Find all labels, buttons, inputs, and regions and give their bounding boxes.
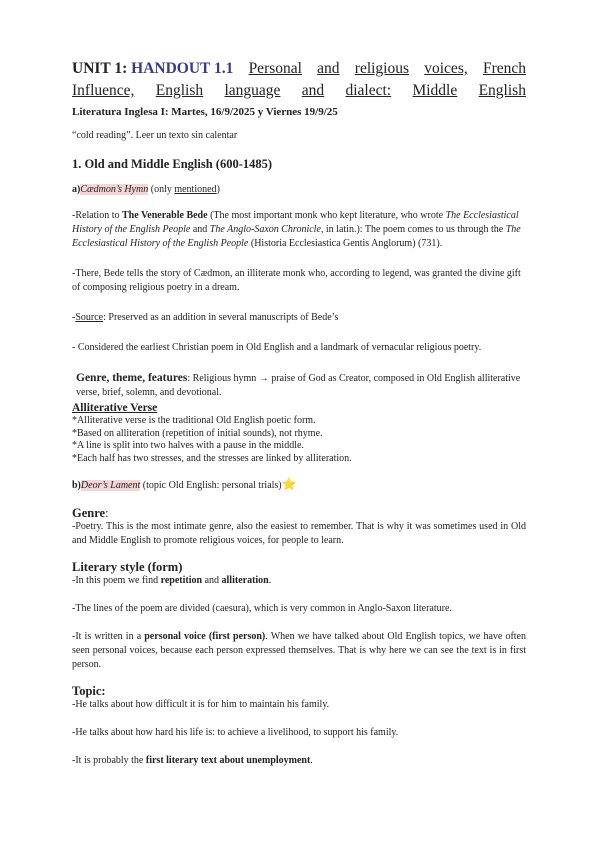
title-word: voices, — [424, 60, 468, 77]
title-word: language — [224, 82, 281, 99]
text-span: (only — [148, 184, 175, 195]
title-word: English — [155, 82, 204, 99]
handout-page — [72, 58, 526, 768]
text-span: (topic Old English: personal trials) — [140, 480, 282, 491]
handout-label: HANDOUT 1.1 — [131, 60, 234, 77]
text-span: and — [190, 224, 210, 235]
list-item: *Alliterative verse is the traditional Old English poetic form. — [72, 415, 316, 426]
caedmon-story-paragraph: -There, Bede tells the story of Cædmon, an illiterate monk who, according to legend, was granted the divine gift of composing religious poetry in a dream. — [72, 268, 521, 293]
unit-label: UNIT 1: — [72, 60, 128, 77]
text-span: : — [105, 506, 109, 520]
text-span: - — [72, 312, 76, 323]
title-word: English — [478, 82, 526, 99]
title-line-1 — [72, 58, 526, 80]
text-span: Genre — [72, 506, 106, 520]
work-title: Cædmon’s Hymn — [80, 184, 149, 195]
text-span: (Historia Ecclesiastica Gentis Anglorum) (731). — [248, 238, 443, 249]
text-span: mentioned — [174, 184, 217, 195]
text-span: personal voice (first person) — [144, 631, 266, 642]
text-span: . — [268, 575, 272, 586]
list-item: *Each half has two stresses, and the stresses are linked by alliteration. — [72, 452, 352, 464]
topic-heading: Topic: — [72, 684, 106, 698]
list-item: *Based on alliteration (repetition of initial sounds), not rhyme. — [72, 427, 323, 439]
title-line-2 — [72, 80, 526, 102]
section-heading: 1. Old and Middle English (600-1485) — [72, 157, 273, 171]
genre-heading — [72, 506, 526, 520]
course-line: Literatura Inglesa I: Martes, 16/9/2025 y Viernes 19/9/25 — [72, 106, 338, 118]
text-span: repetition — [160, 575, 203, 586]
text-span: Genre, theme, features — [76, 372, 188, 384]
text-span: , in latin.): The poem comes to us through the — [320, 224, 506, 235]
text-span: The Ecclesiastical History of the English People — [72, 210, 519, 235]
earliest-poem-paragraph: - Considered the earliest Christian poem in Old English and a landmark of vernacular religious poetry. — [72, 342, 482, 353]
star-icon: ⭐ — [281, 477, 297, 491]
text-span: and — [202, 575, 222, 586]
unit-handout — [72, 58, 233, 80]
genre-paragraph: -Poetry. This is the most intimate genre, also the easiest to remember. That is why it was sometimes used in Old and Middle English to promote religious voices, for people to learn. — [72, 521, 526, 546]
subsection-a-heading — [72, 183, 526, 197]
source-paragraph — [72, 311, 526, 325]
subsection-b-heading — [72, 477, 526, 493]
text-span: Source — [75, 312, 104, 323]
bede-paragraph — [72, 209, 526, 251]
literary-style-heading: Literary style (form) — [72, 560, 183, 574]
cold-reading-note: “cold reading”. Leer un texto sin calentar — [72, 130, 238, 141]
style-line-1 — [72, 574, 526, 588]
text-span: -Relation to — [72, 210, 122, 221]
item-prefix: b) — [72, 480, 81, 491]
text-span: The Ecclesiastical History of the English People — [72, 224, 521, 249]
topic-line-1: -He talks about how difficult it is for him to maintain his family. — [72, 699, 330, 710]
title-word: Middle — [412, 82, 458, 99]
text-span: -In this poem we find — [72, 575, 161, 586]
title-word: Personal — [248, 60, 302, 77]
title-word: religious — [354, 60, 410, 77]
title-word: and — [317, 60, 340, 77]
text-span: alliteration — [221, 575, 269, 586]
work-title: Deor’s Lament — [80, 480, 141, 491]
text-span: -It is written in a — [72, 631, 145, 642]
alliterative-verse-heading: Alliterative Verse — [72, 402, 158, 414]
text-span: : Religious hymn → praise of God as Creator, composed in Old English alliterative verse, brief, solemn, and devotional. — [76, 373, 521, 398]
text-span: -It is probably the — [72, 755, 146, 766]
text-span: (The most important monk who kept literature, who wrote — [207, 210, 446, 221]
style-line-3 — [72, 630, 526, 672]
text-span: The Venerable Bede — [122, 210, 208, 221]
text-span: first literary text about unemployment — [145, 755, 311, 766]
topic-line-2: -He talks about how hard his life is: to achieve a livelihood, to support his family. — [72, 727, 399, 738]
genre-theme-paragraph — [72, 371, 526, 400]
text-span: : Preserved as an addition in several manuscripts of Bede’s — [103, 312, 339, 323]
list-item: *A line is split into two halves with a pause in the middle. — [72, 440, 304, 451]
style-line-2: -The lines of the poem are divided (caesura), which is very common in Anglo-Saxon literature. — [72, 603, 452, 614]
title-word: Influence, — [72, 82, 135, 99]
text-span: ) — [216, 184, 220, 195]
title-word: and — [301, 82, 325, 99]
topic-line-3 — [72, 754, 526, 768]
item-prefix: a) — [72, 184, 81, 195]
title-word: dialect: — [345, 82, 392, 99]
text-span: . When we have talked about Old English topics, we have often seen personal voices, because each person expressed themselves. That is why here we can see the text is in first person. — [72, 631, 526, 670]
title-word: French — [482, 60, 526, 77]
text-span: The Anglo-Saxon Chronicle — [209, 224, 321, 235]
text-span: . — [310, 755, 313, 766]
